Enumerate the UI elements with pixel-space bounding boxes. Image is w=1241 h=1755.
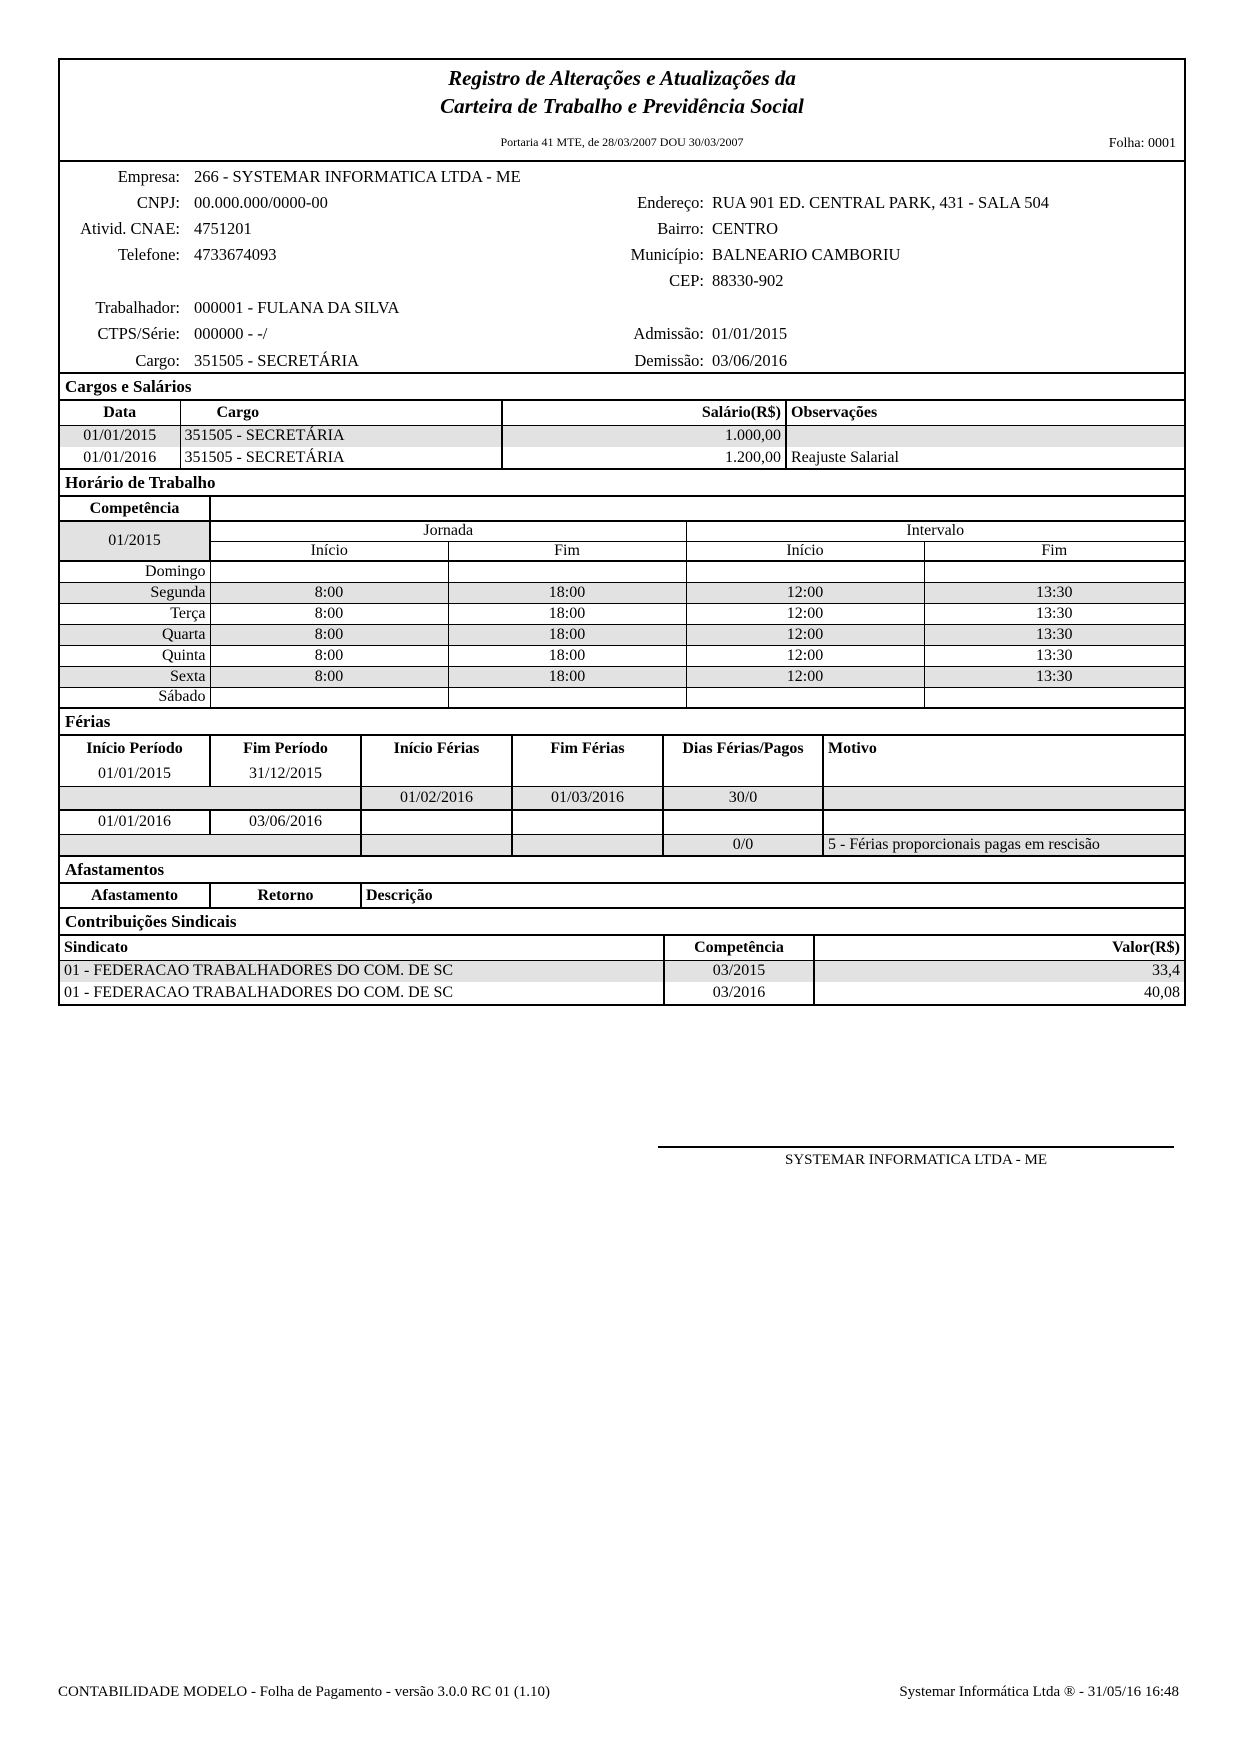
intervalo-fim-header: Fim [924,541,1184,561]
intervalo-inicio [686,561,924,582]
table-row [60,561,1184,582]
cnpj-value: 00.000.000/0000-00 [194,193,328,212]
table-row [60,834,1184,856]
jornada-fim-header: Fim [448,541,686,561]
sindicato-competencia: 03/2016 [664,982,814,1004]
col-descricao: Descrição [366,886,433,904]
ferias-motivo [823,786,1184,810]
empresa-value: 266 - SYSTEMAR INFORMATICA LTDA - ME [194,167,521,186]
document-header [60,60,1184,162]
ferias-motivo: 5 - Férias proporcionais pagas em rescisão [828,835,1100,853]
endereco-value: RUA 901 ED. CENTRAL PARK, 431 - SALA 504 [712,193,1050,212]
jornada-fim: 18:00 [448,645,686,666]
demissao-value: 03/06/2016 [712,351,788,370]
ctps-label: CTPS/Série: [97,324,180,343]
table-row [60,447,1184,469]
cargos-section-title: Cargos e Salários [60,374,1184,401]
document-frame [58,58,1186,1006]
col-inicio-periodo: Início Período [60,736,210,762]
jornada-inicio: 8:00 [210,645,448,666]
col-inicio-ferias: Início Férias [361,736,512,762]
day-label: Sexta [60,666,210,687]
footer-right: Systemar Informática Ltda ® - 31/05/16 16:48 [899,1684,1179,1700]
cargo-row-data: 01/01/2016 [60,447,180,469]
folha-number: Folha: 0001 [1108,136,1176,151]
ferias-section-title: Férias [60,709,1184,736]
municipio-label: Município: [630,245,704,264]
intervalo-inicio: 12:00 [686,624,924,645]
ferias-table [60,736,1184,857]
bairro-value: CENTRO [712,219,778,238]
trabalhador-value: 000001 - FULANA DA SILVA [194,298,400,317]
municipio-value: BALNEARIO CAMBORIU [712,245,901,264]
col-motivo: Motivo [828,740,877,757]
ferias-inicio: 01/02/2016 [361,786,512,810]
day-label: Terça [60,603,210,624]
intervalo-inicio: 12:00 [686,666,924,687]
title-line-2: Carteira de Trabalho e Previdência Social [440,94,804,118]
cnae-value: 4751201 [194,219,252,238]
periodo-inicio: 01/01/2015 [60,762,210,786]
jornada-inicio: 8:00 [210,582,448,603]
jornada-fim: 18:00 [448,603,686,624]
day-label: Quinta [60,645,210,666]
day-label: Quarta [60,624,210,645]
jornada-inicio [210,561,448,582]
col-competencia: Competência [664,936,814,960]
empresa-label: Empresa: [117,167,180,186]
demissao-label: Demissão: [634,351,704,370]
cargo-row-salario: 1.000,00 [502,425,786,447]
col-retorno: Retorno [210,884,361,908]
jornada-inicio-header: Início [210,541,448,561]
sindicato-name: 01 - FEDERACAO TRABALHADORES DO COM. DE SC [60,960,664,982]
table-row [60,624,1184,645]
telefone-label: Telefone: [117,245,180,264]
jornada-fim: 18:00 [448,666,686,687]
intervalo-inicio: 12:00 [686,603,924,624]
periodo-fim: 03/06/2016 [210,810,361,834]
intervalo-inicio: 12:00 [686,582,924,603]
sindicato-valor: 40,08 [1144,984,1180,1001]
contribuicoes-section-title: Contribuições Sindicais [60,909,1184,936]
competencia-label: Competência [60,497,210,521]
intervalo-fim [924,561,1184,582]
col-fim-periodo: Fim Período [210,736,361,762]
cep-label: CEP: [669,271,704,290]
portaria-text: Portaria 41 MTE, de 28/03/2007 DOU 30/03/2007 [500,135,744,149]
table-row [60,425,1184,447]
cargo-row-data: 01/01/2015 [60,425,180,447]
table-row [60,603,1184,624]
cargo-row-cargo: 351505 - SECRETÁRIA [180,425,502,447]
col-dias: Dias Férias/Pagos [663,736,823,762]
periodo-inicio: 01/01/2016 [60,810,210,834]
intervalo-fim: 13:30 [924,603,1184,624]
intervalo-header: Intervalo [686,521,1184,541]
competencia-value: 01/2015 [60,521,210,561]
endereco-label: Endereço: [637,193,704,212]
admissao-value: 01/01/2015 [712,324,788,343]
table-row [60,666,1184,687]
table-row [60,687,1184,708]
intervalo-fim: 13:30 [924,645,1184,666]
table-row [60,982,1184,1004]
admissao-label: Admissão: [633,324,704,343]
cnpj-label: CNPJ: [136,193,180,212]
jornada-inicio: 8:00 [210,666,448,687]
cargo-value: 351505 - SECRETÁRIA [194,351,359,370]
ferias-dias: 0/0 [663,834,823,856]
sindicato-valor: 33,4 [1152,962,1180,980]
col-afastamento: Afastamento [60,884,210,908]
cargo-label: Cargo: [135,351,180,370]
cargo-row-cargo: 351505 - SECRETÁRIA [180,447,502,469]
ferias-dias: 30/0 [663,786,823,810]
jornada-fim: 18:00 [448,624,686,645]
intervalo-fim: 13:30 [924,666,1184,687]
trabalhador-label: Trabalhador: [95,298,180,317]
col-sindicato: Sindicato [60,936,664,960]
table-row [60,645,1184,666]
col-data: Data [60,401,180,425]
table-row [60,786,1184,810]
table-row [60,582,1184,603]
table-row [60,810,1184,834]
cargo-row-salario: 1.200,00 [502,447,786,469]
afastamentos-section-title: Afastamentos [60,857,1184,884]
intervalo-inicio [686,687,924,708]
jornada-fim [448,687,686,708]
horario-section-title: Horário de Trabalho [60,470,1184,497]
intervalo-inicio: 12:00 [686,645,924,666]
table-row [60,762,1184,786]
col-obs: Observações [786,401,1184,425]
jornada-header: Jornada [210,521,686,541]
ferias-fim: 01/03/2016 [512,786,663,810]
afastamentos-table [60,884,1184,909]
jornada-inicio: 8:00 [210,624,448,645]
col-salario: Salário(R$) [502,401,786,425]
col-fim-ferias: Fim Férias [512,736,663,762]
day-label: Segunda [60,582,210,603]
day-label: Domingo [60,561,210,582]
cargo-row-obs [786,425,1184,447]
contribuicoes-table [60,936,1184,1004]
day-label: Sábado [60,687,210,708]
intervalo-fim: 13:30 [924,582,1184,603]
telefone-value: 4733674093 [194,245,277,264]
sindicato-name: 01 - FEDERACAO TRABALHADORES DO COM. DE SC [60,982,664,1004]
signature-name: SYSTEMAR INFORMATICA LTDA - ME [785,1152,1047,1168]
jornada-inicio [210,687,448,708]
cep-value: 88330-902 [712,271,784,290]
col-cargo: Cargo [180,401,502,425]
table-row [60,960,1184,982]
jornada-inicio: 8:00 [210,603,448,624]
cnae-label: Ativid. CNAE: [80,219,180,238]
bairro-label: Bairro: [657,219,704,238]
title-line-1: Registro de Alterações e Atualizações da [448,66,796,90]
sindicato-competencia: 03/2015 [664,960,814,982]
periodo-fim: 31/12/2015 [210,762,361,786]
employer-worker-info [60,162,1184,374]
ferias-fim [512,834,663,856]
ferias-inicio [361,834,512,856]
ctps-value: 000000 - -/ [194,324,268,343]
jornada-fim: 18:00 [448,582,686,603]
cargos-table [60,401,1184,470]
intervalo-fim: 13:30 [924,624,1184,645]
col-valor: Valor(R$) [814,936,1184,960]
cargo-row-obs: Reajuste Salarial [791,448,899,466]
intervalo-inicio-header: Início [686,541,924,561]
jornada-fim [448,561,686,582]
signature-line [658,1146,1174,1148]
horario-table [60,497,1184,709]
footer-left: CONTABILIDADE MODELO - Folha de Pagamento - versão 3.0.0 RC 01 (1.10) [58,1684,551,1700]
intervalo-fim [924,687,1184,708]
